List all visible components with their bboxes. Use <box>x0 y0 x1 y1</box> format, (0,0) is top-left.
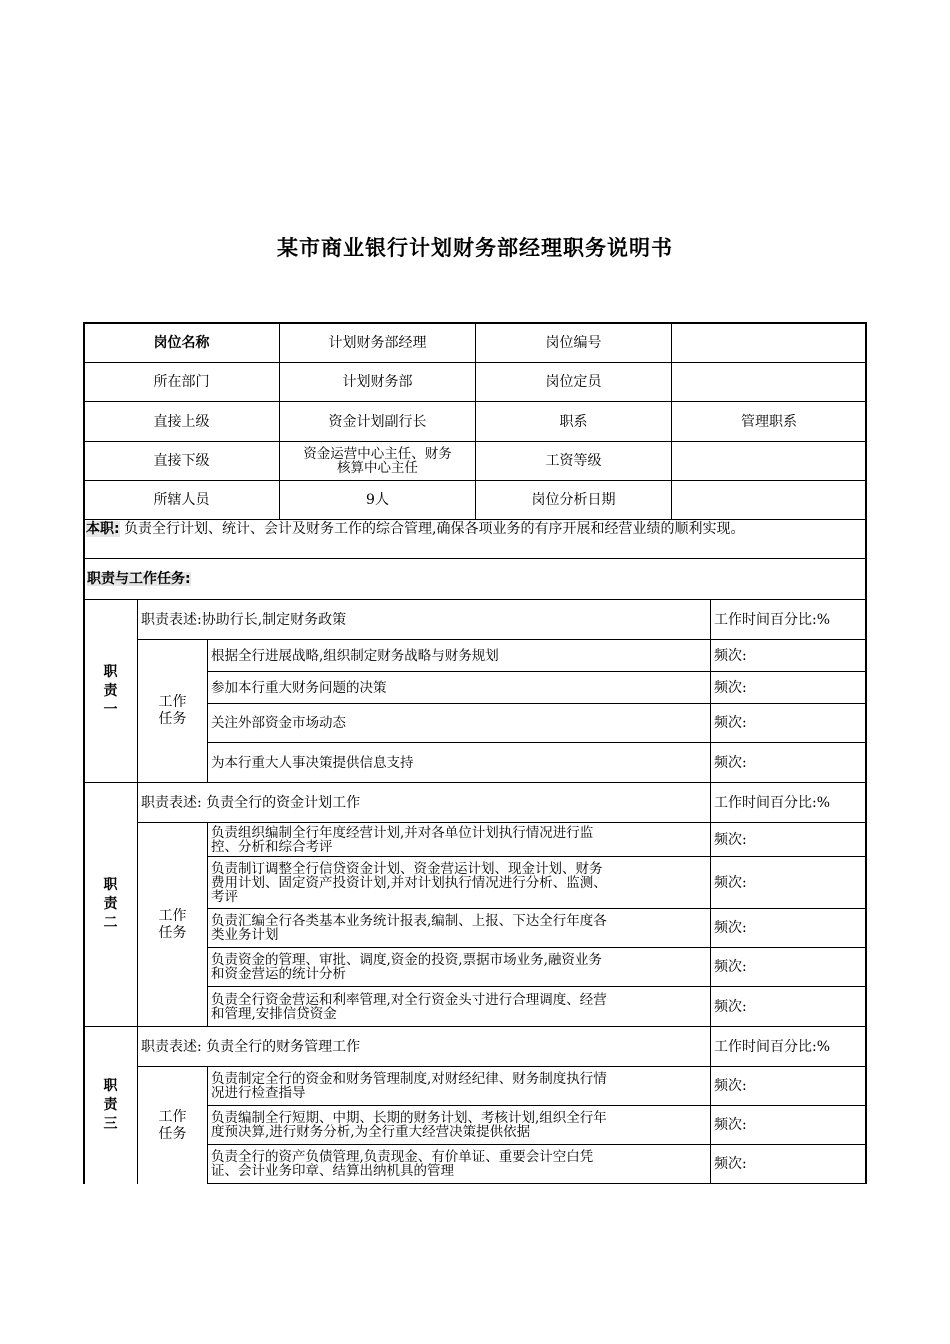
duty-2-char-2: 责 <box>103 896 118 912</box>
duty-1-task-1: 根据全行进展战略,组织制定财务战略与财务规划 <box>207 639 711 672</box>
value-position-code <box>671 322 867 363</box>
label-headcount: 岗位定员 <box>475 362 672 402</box>
label-position-name: 岗位名称 <box>83 322 280 363</box>
task-line: 负责全行的资产负债管理,负责现金、有价单证、重要会计空白凭 <box>211 1149 594 1165</box>
duty-1-task-3-frequency: 频次: <box>710 703 867 743</box>
subordinates-line-1: 资金运营中心主任、财务 <box>303 446 452 462</box>
duty-1-work-tasks-label <box>137 639 208 783</box>
work-label-line-2: 任务 <box>158 711 187 727</box>
main-duty-row <box>83 519 867 559</box>
duty-1-description: 职责表述:协助行长,制定财务政策 <box>137 599 711 640</box>
task-line: 和资金营运的统计分析 <box>211 966 346 982</box>
task-line: 考评 <box>211 888 238 905</box>
label-direct-superior: 直接上级 <box>83 401 280 442</box>
duty-1-time-percent: 工作时间百分比:% <box>710 599 867 640</box>
duty-2-char-1: 职 <box>103 877 118 893</box>
duty-2-task-5-frequency: 频次: <box>710 986 867 1027</box>
duty-3-description: 职责表述: 负责全行的财务管理工作 <box>137 1026 711 1067</box>
duty-1-task-3: 关注外部资金市场动态 <box>207 703 711 743</box>
page-title: 某市商业银行计划财务部经理职务说明书 <box>277 236 673 260</box>
duty-3-task-1-frequency: 频次: <box>710 1066 867 1106</box>
duty-3-work-tasks-label <box>137 1066 208 1184</box>
duty-1-task-4: 为本行重大人事决策提供信息支持 <box>207 742 711 783</box>
duty-3-task-2 <box>207 1105 711 1145</box>
task-line: 控、分析和综合考评 <box>211 838 333 855</box>
duty-1-task-4-frequency: 频次: <box>710 742 867 783</box>
value-position-name: 计划财务部经理 <box>279 322 476 363</box>
duty-1-char-2: 责 <box>103 682 118 699</box>
task-line: 负责汇编全行各类基本业务统计报表,编制、上报、下达全行年度各 <box>211 913 607 929</box>
job-description-table <box>83 322 867 1184</box>
duty-2-task-4 <box>207 947 711 987</box>
duty-3-task-2-frequency: 频次: <box>710 1105 867 1145</box>
duty-2-task-4-frequency: 频次: <box>710 947 867 987</box>
value-analysis-date <box>671 480 867 520</box>
duty-2-description: 职责表述: 负责全行的资金计划工作 <box>137 782 711 823</box>
label-position-code: 岗位编号 <box>475 322 672 363</box>
value-department: 计划财务部 <box>279 362 476 402</box>
task-line: 证、会计业务印章、结算出纳机具的管理 <box>211 1163 454 1179</box>
value-salary-grade <box>671 441 867 481</box>
duty-3-char-3: 三 <box>103 1116 118 1132</box>
duty-2-task-5 <box>207 986 711 1027</box>
value-staff-under: 9人 <box>279 480 476 520</box>
label-analysis-date: 岗位分析日期 <box>475 480 672 520</box>
task-line: 负责全行资金营运和利率管理,对全行资金头寸进行合理调度、经营 <box>211 991 607 1008</box>
work-label-line-2: 任务 <box>158 1125 187 1142</box>
task-line: 负责资金的管理、审批、调度,资金的投资,票据市场业务,融资业务 <box>211 952 602 968</box>
duty-2-char-3: 二 <box>103 915 118 931</box>
label-direct-subordinates: 直接下级 <box>83 441 280 481</box>
duty-2-task-3-frequency: 频次: <box>710 908 867 948</box>
duty-2-label <box>83 782 138 1027</box>
duty-3-char-2: 责 <box>103 1097 118 1113</box>
work-label-line-1: 工作 <box>158 694 187 710</box>
work-label-line-1: 工作 <box>158 1108 187 1125</box>
value-job-family: 管理职系 <box>671 401 867 442</box>
main-duty-text: 负责全行计划、统计、会计及财务工作的综合管理,确保各项业务的有序开展和经营业绩的顺利实现。 <box>124 521 745 537</box>
value-headcount <box>671 362 867 402</box>
task-line: 费用计划、固定资产投资计划,并对计划执行情况进行分析、监测、 <box>211 874 607 891</box>
label-staff-under: 所辖人员 <box>83 480 280 520</box>
duty-2-time-percent: 工作时间百分比:% <box>710 782 867 823</box>
duty-1-char-3: 一 <box>103 701 118 718</box>
duty-2-work-tasks-label <box>137 822 208 1027</box>
duty-2-task-2 <box>207 856 711 909</box>
label-job-family: 职系 <box>475 401 672 442</box>
label-salary-grade: 工资等级 <box>475 441 672 481</box>
work-label-line-2: 任务 <box>158 924 187 941</box>
tasks-heading: 职责与工作任务: <box>87 571 191 587</box>
task-line: 负责编制全行短期、中期、长期的财务计划、考核计划,组织全行年 <box>211 1110 607 1126</box>
duty-3-task-3-frequency: 频次: <box>710 1144 867 1184</box>
duty-2-task-2-frequency: 频次: <box>710 856 867 909</box>
duty-3-task-1 <box>207 1066 711 1106</box>
duty-1-task-1-frequency: 频次: <box>710 639 867 672</box>
duty-2-task-1 <box>207 822 711 857</box>
work-label-line-1: 工作 <box>158 907 187 924</box>
task-line: 负责制定全行的资金和财务管理制度,对财经纪律、财务制度执行情 <box>211 1071 607 1087</box>
duty-2-task-3 <box>207 908 711 948</box>
task-line: 类业务计划 <box>211 927 279 943</box>
subordinates-line-2: 核算中心主任 <box>337 460 418 476</box>
duty-3-label <box>83 1026 138 1184</box>
value-direct-subordinates <box>279 441 476 481</box>
duty-1-char-1: 职 <box>103 663 118 680</box>
task-line: 和管理,安排信贷资金 <box>211 1005 337 1022</box>
main-duty-label: 本职: <box>86 521 120 537</box>
duty-1-task-2-frequency: 频次: <box>710 671 867 704</box>
value-direct-superior: 资金计划副行长 <box>279 401 476 442</box>
duty-2-task-1-frequency: 频次: <box>710 822 867 857</box>
duty-1-task-2: 参加本行重大财务问题的决策 <box>207 671 711 704</box>
tasks-heading-row <box>83 558 867 600</box>
task-line: 负责制订调整全行信贷资金计划、资金营运计划、现金计划、财务 <box>211 860 603 877</box>
duty-3-task-3 <box>207 1144 711 1184</box>
duty-3-time-percent: 工作时间百分比:% <box>710 1026 867 1067</box>
label-department: 所在部门 <box>83 362 280 402</box>
duty-1-label <box>83 599 138 783</box>
task-line: 负责组织编制全行年度经营计划,并对各单位计划执行情况进行监 <box>211 824 594 841</box>
duty-3-char-1: 职 <box>103 1078 118 1094</box>
task-line: 度预决算,进行财务分析,为全行重大经营决策提供依据 <box>211 1124 531 1140</box>
task-line: 况进行检查指导 <box>211 1085 306 1101</box>
